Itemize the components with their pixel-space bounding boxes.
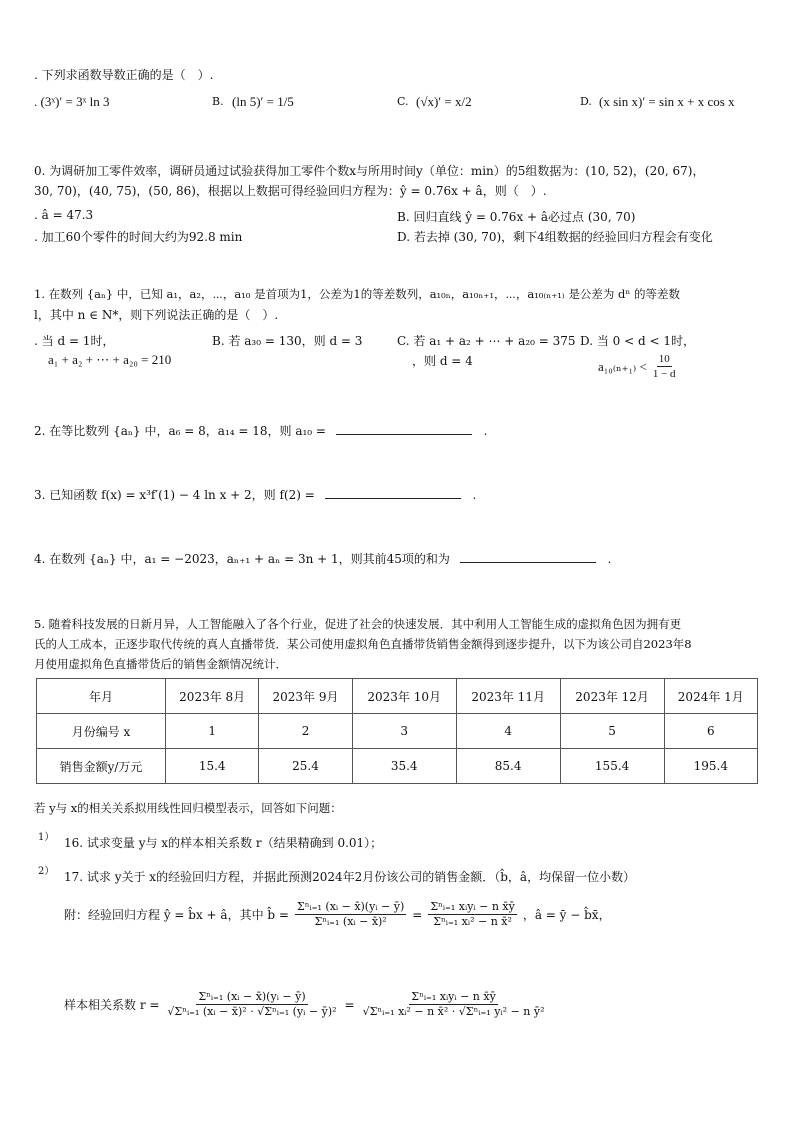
q13-end: . — [472, 488, 477, 502]
q10-stem-line1: 0. 为调研加工零件效率，调研员通过试验获得加工零件个数x与所用时间y（单位：min）的5组数据为：(10, 52)，(20, 67)， — [34, 164, 705, 178]
q11-option-d-line1: D. 当 0 < d < 1时， — [580, 334, 695, 348]
after-table-text: 若 y与 x的相关关系拟用线性回归模型表示，回答如下问题： — [34, 801, 342, 815]
b-hat-fraction-2 — [428, 900, 517, 930]
q9-option-b-label: B. — [212, 95, 224, 108]
correlation-formula — [64, 990, 547, 1020]
q14 — [34, 550, 611, 567]
q11-option-a-line2: a₁ + a₂ + ⋯ + a₂₀ = 210 — [48, 352, 172, 367]
q10-option-b: B. 回归直线 ŷ = 0.76x + â必过点 (30, 70) — [397, 210, 636, 224]
q9-option-d: (x sin x)′ = sin x + x cos x — [599, 94, 735, 109]
r-label: 样本相关系数 r = — [64, 998, 160, 1013]
b-hat-fraction-1 — [295, 900, 406, 930]
table-row-label: 销售金额y/万元 — [37, 749, 166, 784]
q12-answer-blank[interactable] — [336, 422, 472, 435]
table-cell: 155.4 — [560, 749, 664, 784]
q12-text: 2. 在等比数列 {aₙ} 中，a₆ = 8，a₁₄ = 18，则 a₁₀ = — [34, 424, 326, 438]
table-header-row — [37, 679, 758, 714]
equals-sign: = — [412, 907, 423, 922]
q12 — [34, 422, 487, 439]
q9-option-c: (√x)′ = x/2 — [416, 94, 472, 109]
q11-option-d-lhs: a₁₀₍ₙ₊₁₎ < — [598, 358, 647, 374]
fraction-denominator: Σⁿᵢ₌₁ xᵢ² − n x̄² — [433, 915, 512, 929]
q10-option-d: D. 若去掉 (30, 70)，剩下4组数据的经验回归方程会有变化 — [397, 230, 713, 244]
table-row-sales — [37, 749, 758, 784]
table-cell: 15.4 — [166, 749, 259, 784]
table-header-cell: 2023年 9月 — [259, 679, 352, 714]
q11-option-a-line1: . 当 d = 1时， — [34, 334, 115, 348]
table-cell: 195.4 — [664, 749, 757, 784]
table-header-cell: 2024年 1月 — [664, 679, 757, 714]
table-row-label: 月份编号 x — [37, 714, 166, 749]
q9-stem: . 下列求函数导数正确的是（ ）. — [34, 68, 214, 82]
table-cell: 25.4 — [259, 749, 352, 784]
sub2-mark: 2） — [38, 866, 55, 877]
table-header-cell: 2023年 8月 — [166, 679, 259, 714]
q14-answer-blank[interactable] — [460, 550, 596, 563]
q9-option-a: . (3ˣ)′ = 3ˣ ln 3 — [34, 94, 110, 109]
q13-text: 3. 已知函数 f(x) = x³f′(1) − 4 ln x + 2，则 f(2) = — [34, 488, 315, 502]
fraction-numerator: Σⁿᵢ₌₁ (xᵢ − x̄)(yᵢ − ȳ) — [196, 990, 307, 1005]
q9-option-d-label: D. — [580, 95, 592, 108]
sub2-text: 17. 试求 y关于 x的经验回归方程，并据此预测2024年2月份该公司的销售金额．（b̂，â，均保留一位小数） — [64, 870, 636, 884]
equals-sign: = — [344, 997, 355, 1012]
q15-stem-line1: 5. 随着科技发展的日新月异，人工智能融入了各个行业，促进了社会的快速发展．其中利用人工智能生成的虚拟角色因为拥有更 — [34, 617, 682, 631]
q9-option-b: (ln 5)′ = 1/5 — [232, 94, 294, 109]
sub1-text: 16. 试求变量 y与 x的样本相关系数 r（结果精确到 0.01）； — [64, 836, 383, 850]
q11-option-b: B. 若 a₃₀ = 130，则 d = 3 — [212, 334, 363, 348]
table-header-cell: 年月 — [37, 679, 166, 714]
q10-option-a: . â = 47.3 — [34, 208, 94, 222]
q11-option-c-line2: ，则 d = 4 — [412, 354, 473, 368]
formula-intro: 附：经验回归方程 ŷ = b̂x + â，其中 b̂ = — [64, 908, 289, 923]
q11-option-c-line1: C. 若 a₁ + a₂ + ⋯ + a₂₀ = 375 — [397, 334, 576, 348]
q9-option-c-label: C. — [397, 95, 409, 108]
regression-formula — [64, 900, 611, 930]
q14-end: . — [607, 552, 612, 566]
q15-stem-line2: 氏的人工成本，正逐步取代传统的真人直播带货．某公司使用虚拟角色直播带货销售金额得到逐步提升，以下为该公司自2023年8 — [34, 637, 692, 651]
table-cell: 3 — [352, 714, 456, 749]
q11-option-d-fraction — [651, 352, 678, 382]
q11-option-d-line2 — [598, 352, 678, 382]
r-fraction-1 — [165, 990, 338, 1020]
fraction-numerator: Σⁿᵢ₌₁ xᵢyᵢ − n x̄ȳ — [409, 990, 498, 1005]
table-cell: 5 — [560, 714, 664, 749]
q12-end: . — [483, 424, 488, 438]
fraction-denominator: √Σⁿᵢ₌₁ (xᵢ − x̄)² · √Σⁿᵢ₌₁ (yᵢ − ȳ)² — [167, 1005, 337, 1019]
sales-table — [36, 678, 758, 784]
fraction-numerator: 10 — [657, 352, 672, 367]
table-header-cell: 2023年 12月 — [560, 679, 664, 714]
q13-answer-blank[interactable] — [325, 486, 461, 499]
table-cell: 35.4 — [352, 749, 456, 784]
fraction-denominator: √Σⁿᵢ₌₁ xᵢ² − n x̄² · √Σⁿᵢ₌₁ yᵢ² − n ȳ² — [362, 1005, 545, 1019]
table-header-cell: 2023年 10月 — [352, 679, 456, 714]
table-cell: 1 — [166, 714, 259, 749]
q11-stem-line2: l，其中 n ∈ N*，则下列说法正确的是（ ）. — [34, 308, 279, 322]
fraction-denominator: Σⁿᵢ₌₁ (xᵢ − x̄)² — [314, 915, 387, 929]
table-cell: 4 — [456, 714, 560, 749]
q10-stem-line2: 30, 70)，(40, 75)，(50, 86)，根据以上数据可得经验回归方程为：ŷ = 0.76x + â，则（ ）. — [34, 184, 547, 198]
q13 — [34, 486, 476, 503]
q11-stem-line1: 1. 在数列 {aₙ} 中，已知 a₁，a₂，⋯，a₁₀ 是首项为1，公差为1的等差数列，a₁₀ₙ，a₁₀ₙ₊₁，⋯，a₁₀₍ₙ₊₁₎ 是公差为 dⁿ 的等差数 — [34, 287, 681, 301]
q15-stem-line3: 月使用虚拟角色直播带货后的销售金额情况统计． — [34, 657, 287, 671]
fraction-numerator: Σⁿᵢ₌₁ xᵢyᵢ − n x̄ȳ — [428, 900, 517, 915]
formula-tail: ，â = ȳ − b̂x̄， — [522, 908, 611, 923]
table-row-month-index — [37, 714, 758, 749]
table-header-cell: 2023年 11月 — [456, 679, 560, 714]
fraction-numerator: Σⁿᵢ₌₁ (xᵢ − x̄)(yᵢ − ȳ) — [295, 900, 406, 915]
fraction-denominator: 1 − d — [652, 368, 676, 381]
table-cell: 85.4 — [456, 749, 560, 784]
r-fraction-2 — [361, 990, 547, 1020]
sub1-mark: 1） — [38, 832, 55, 843]
q10-option-c: . 加工60个零件的时间大约为92.8 min — [34, 230, 243, 244]
table-cell: 6 — [664, 714, 757, 749]
q14-text: 4. 在数列 {aₙ} 中，a₁ = −2023，aₙ₊₁ + aₙ = 3n + 1，则其前45项的和为 — [34, 552, 450, 566]
table-cell: 2 — [259, 714, 352, 749]
